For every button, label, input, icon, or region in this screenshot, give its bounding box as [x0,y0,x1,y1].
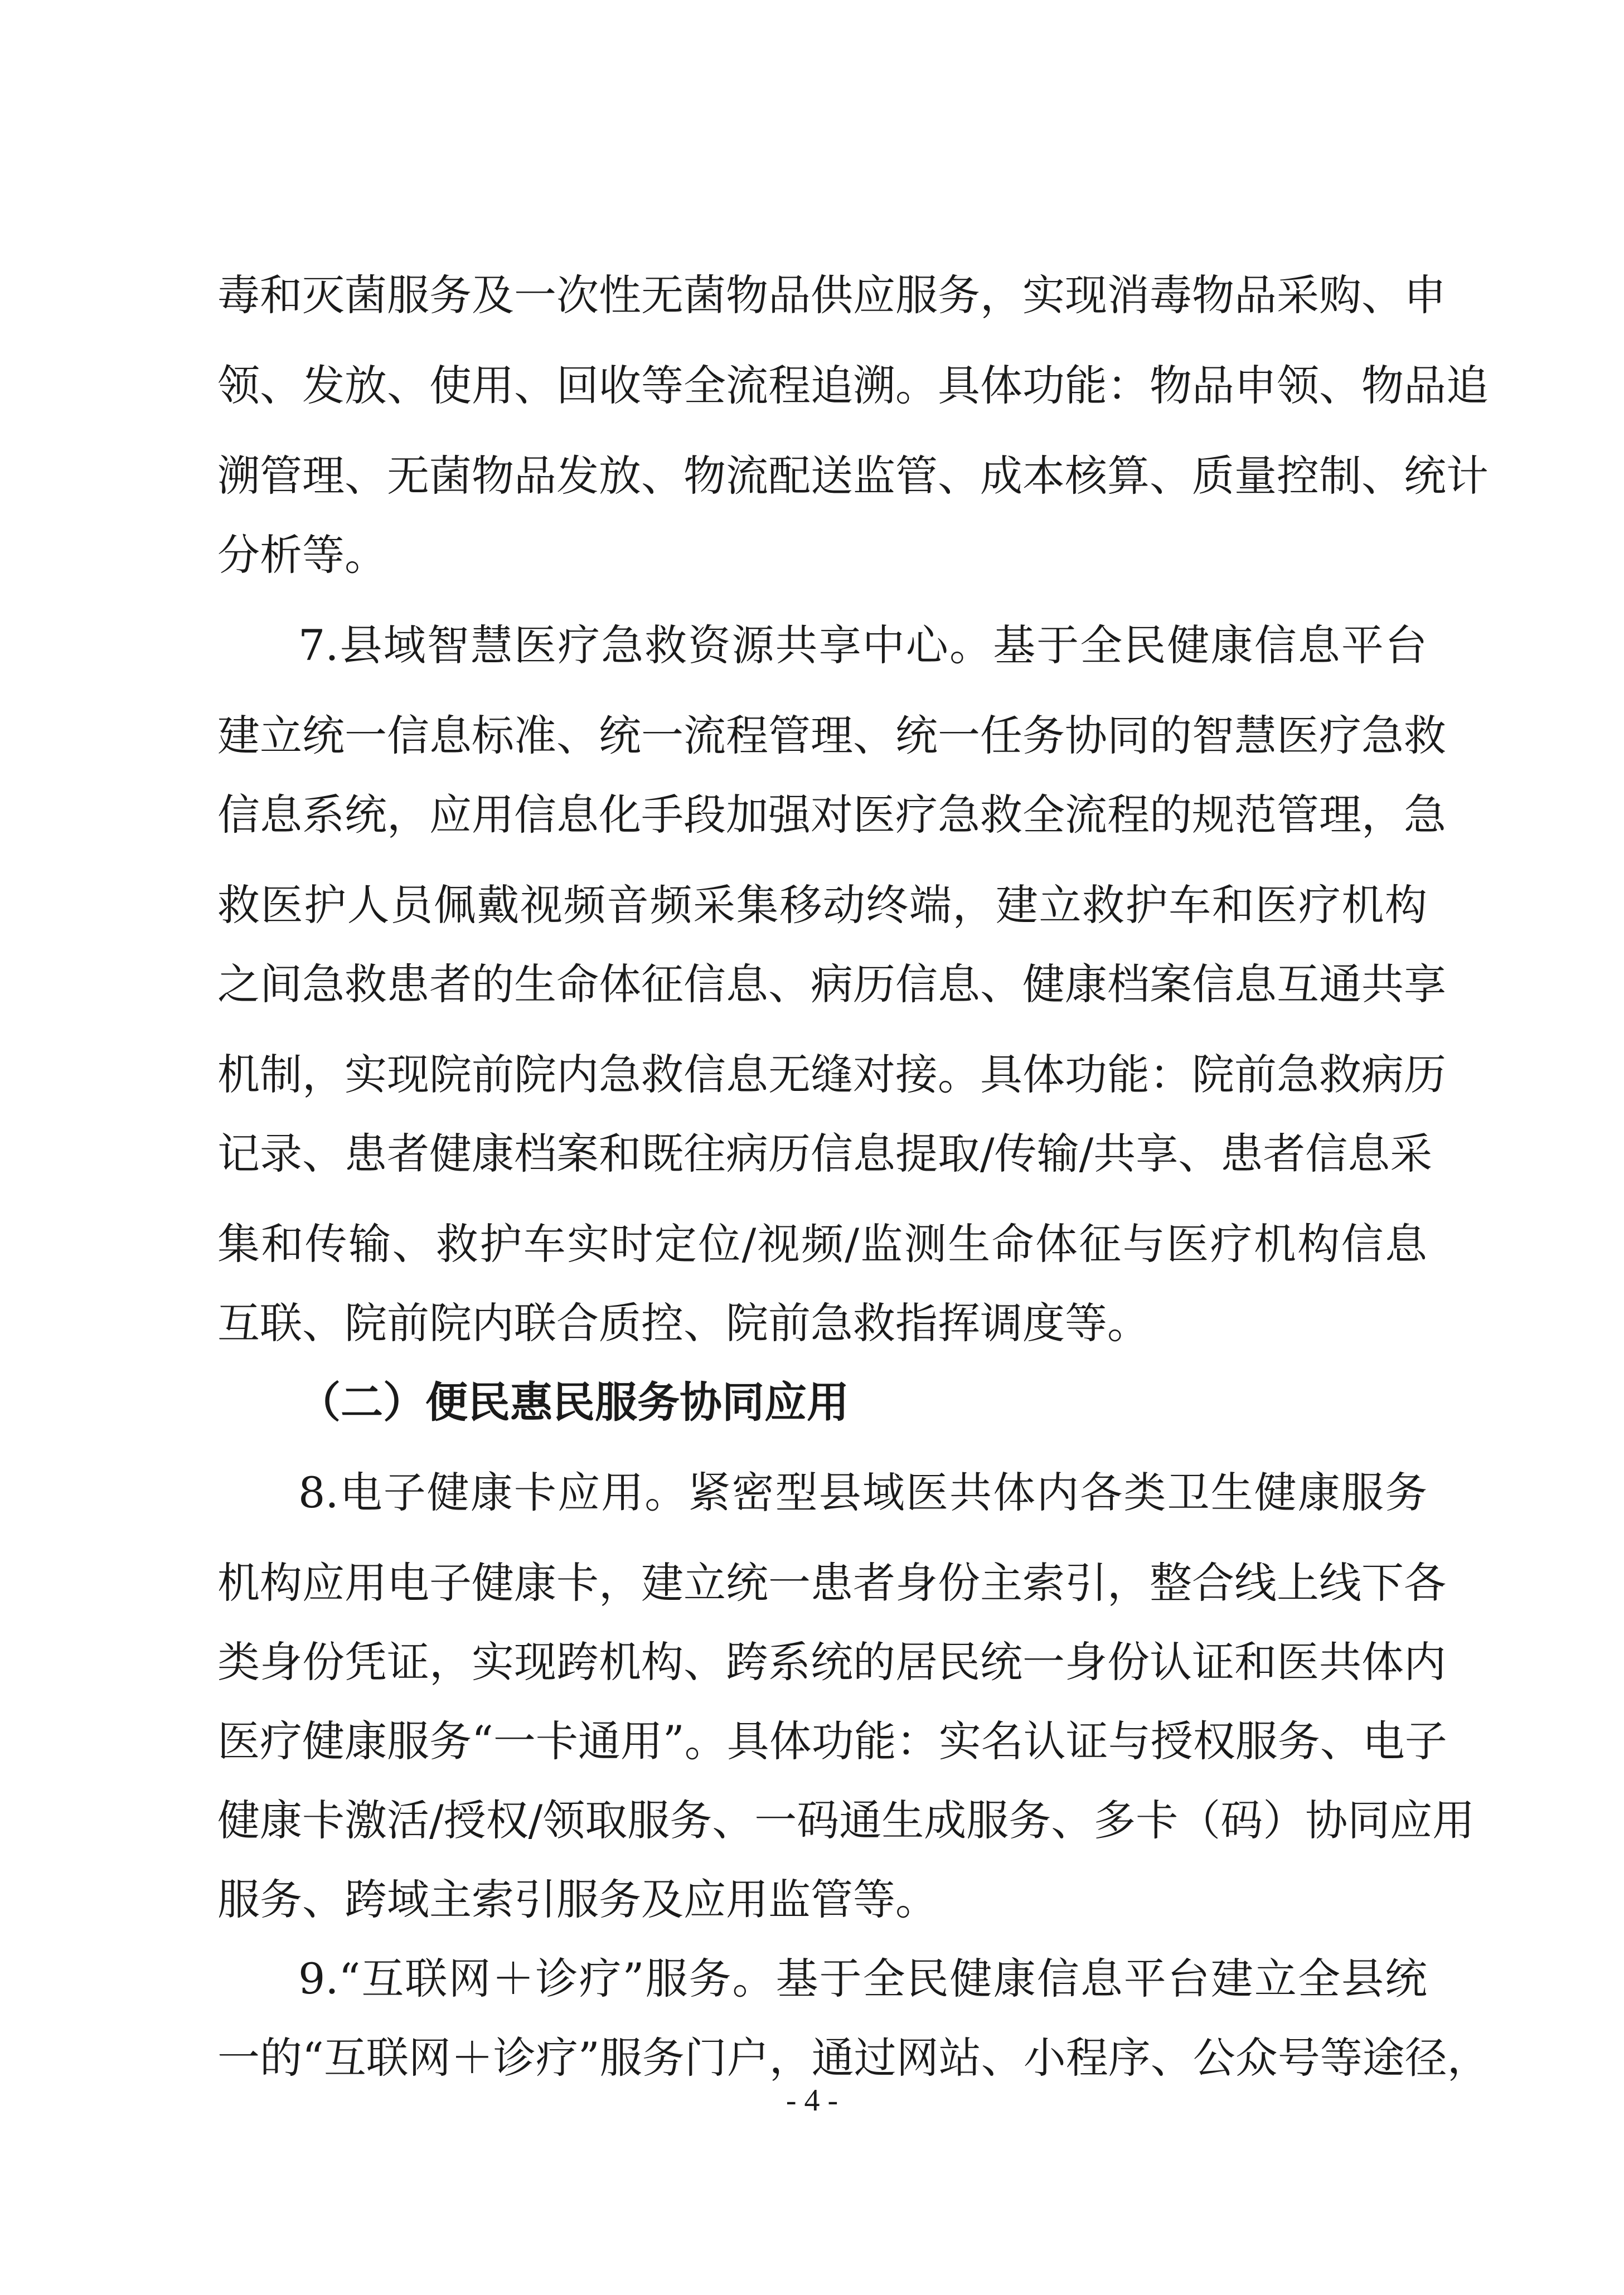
paragraph-line: 分析等。 [217,530,387,580]
paragraph-line: 记录、患者健康档案和既往病历信息提取/传输/共享、患者信息采 [217,1129,1433,1178]
paragraph-line: 8.电子健康卡应用。紧密型县域医共体内各类卫生健康服务 [298,1468,1427,1517]
paragraph-line: 医疗健康服务“一卡通用”。具体功能：实名认证与授权服务、电子 [217,1716,1447,1766]
paragraph-line: 机制，实现院前院内急救信息无缝对接。具体功能：院前急救病历 [217,1050,1446,1099]
paragraph-line: 救医护人员佩戴视频音频采集移动终端，建立救护车和医疗机构 [217,880,1427,930]
paragraph-line: 类身份凭证，实现跨机构、跨系统的居民统一身份认证和医共体内 [217,1637,1446,1687]
paragraph-line: 毒和灭菌服务及一次性无菌物品供应服务，实现消毒物品采购、申 [217,270,1446,320]
page-number: - 4 - [786,2083,838,2118]
paragraph-line: 建立统一信息标准、统一流程管理、统一任务协同的智慧医疗急救 [217,711,1446,760]
paragraph-line: 之间急救患者的生命体征信息、病历信息、健康档案信息互通共享 [217,959,1446,1009]
section-heading: （二）便民惠民服务协同应用 [298,1377,849,1427]
paragraph-line: 机构应用电子健康卡，建立统一患者身份主索引，整合线上线下各 [217,1558,1446,1608]
paragraph-line: 一的“互联网＋诊疗”服务门户，通过网站、小程序、公众号等途径， [217,2033,1490,2083]
paragraph-line: 信息系统，应用信息化手段加强对医疗急救全流程的规范管理，急 [217,790,1446,840]
paragraph-line: 7.县域智慧医疗急救资源共享中心。基于全民健康信息平台 [298,620,1427,670]
paragraph-line: 溯管理、无菌物品发放、物流配送监管、成本核算、质量控制、统计 [217,451,1489,501]
paragraph-line: 服务、跨域主索引服务及应用监管等。 [217,1875,938,1924]
paragraph-line: 集和传输、救护车实时定位/视频/监测生命体征与医疗机构信息 [217,1219,1427,1269]
paragraph-line: 9.“互联网＋诊疗”服务。基于全民健康信息平台建立全县统 [298,1954,1427,2003]
paragraph-line: 领、发放、使用、回收等全流程追溯。具体功能：物品申领、物品追 [217,361,1489,410]
paragraph-line: 健康卡激活/授权/领取服务、一码通生成服务、多卡（码）协同应用 [217,1796,1475,1845]
paragraph-line: 互联、院前院内联合质控、院前急救指挥调度等。 [217,1298,1150,1348]
